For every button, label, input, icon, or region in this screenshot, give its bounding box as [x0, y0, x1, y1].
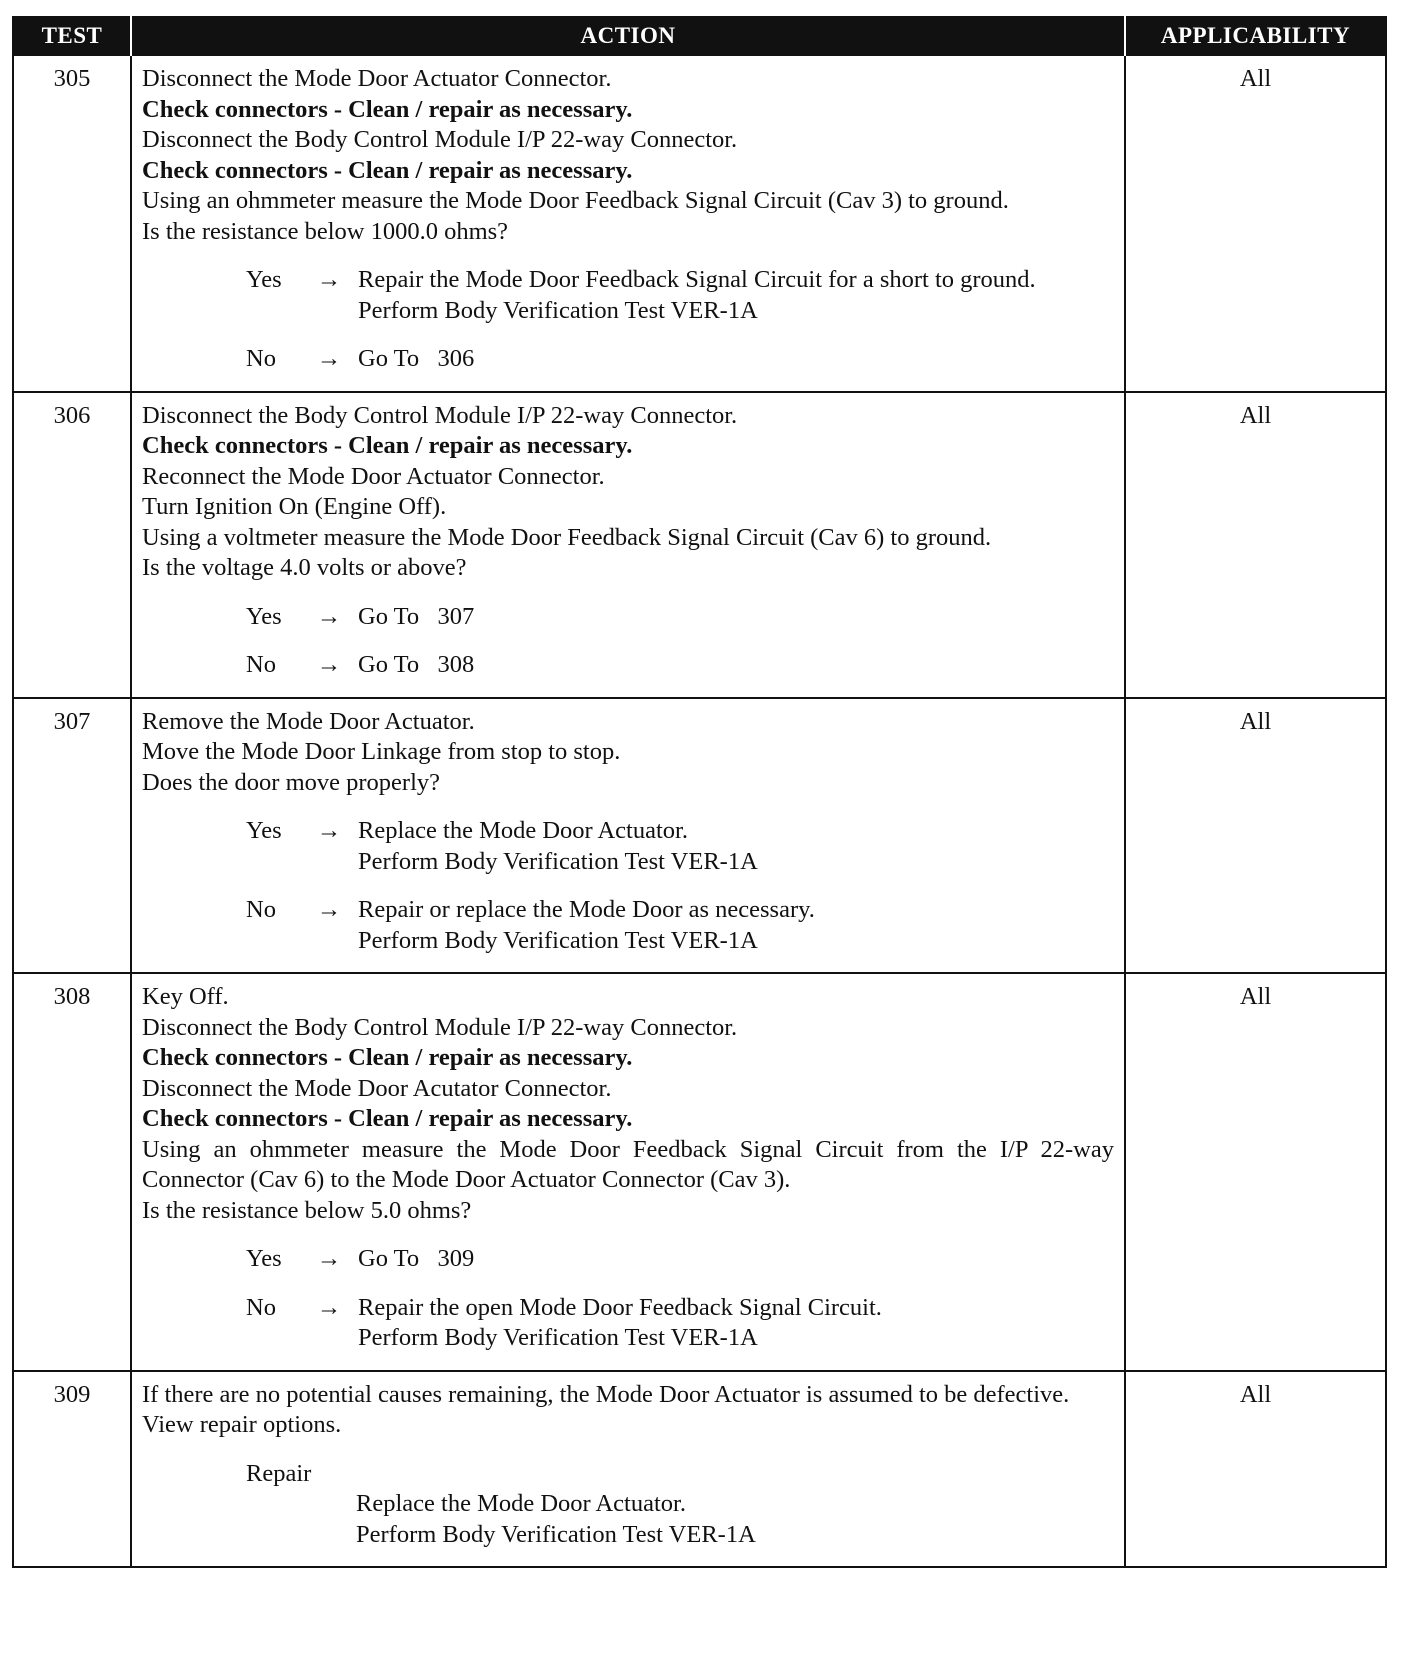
- instruction-line: Does the door move properly?: [142, 768, 440, 796]
- test-number: 308: [13, 973, 131, 1371]
- branch-result-line: Replace the Mode Door Actuator.: [358, 817, 688, 844]
- arrow-right-icon: →: [316, 266, 342, 293]
- instruction-line: Disconnect the Body Control Module I/P 22-way Connector.: [142, 1013, 738, 1041]
- branch-yes: [142, 816, 1114, 877]
- repair-step: Replace the Mode Door Actuator.: [356, 1490, 686, 1517]
- table-row: [13, 698, 1386, 974]
- branch-label: Yes: [246, 817, 282, 844]
- branch-result: [358, 895, 1114, 956]
- branch-result: [358, 816, 1114, 877]
- applicability-value: All: [1125, 392, 1386, 698]
- branch-result-line: Perform Body Verification Test VER-1A: [358, 1324, 758, 1351]
- instruction-line: View repair options.: [142, 1411, 342, 1438]
- branch-no: [142, 650, 1114, 681]
- branch-no: [142, 344, 1114, 375]
- branch-result-line: Go To 307: [358, 602, 475, 630]
- table-row: [13, 392, 1386, 698]
- branch-yes: [142, 265, 1114, 326]
- branch-yes: [142, 1244, 1114, 1275]
- instruction-emphasis: Check connectors - Clean / repair as necessary.: [142, 156, 633, 184]
- arrow-right-icon: →: [316, 345, 342, 372]
- repair-step: Perform Body Verification Test VER-1A: [356, 1520, 756, 1548]
- instruction-line: Is the resistance below 5.0 ohms?: [142, 1196, 472, 1224]
- branch-result: [358, 650, 1114, 681]
- instruction-line: Using a voltmeter measure the Mode Door Feedback Signal Circuit (Cav 6) to ground.: [142, 523, 992, 551]
- instruction-line: Turn Ignition On (Engine Off).: [142, 493, 447, 520]
- applicability-value: All: [1125, 1371, 1386, 1568]
- instruction-line: Disconnect the Body Control Module I/P 22-way Connector.: [142, 126, 738, 153]
- test-number: 309: [13, 1371, 131, 1568]
- repair-label: Repair: [246, 1459, 312, 1487]
- arrow-right-icon: →: [316, 817, 342, 844]
- arrow-right-icon: →: [316, 1245, 342, 1272]
- applicability-value: All: [1125, 973, 1386, 1371]
- branch-no: [142, 1293, 1114, 1354]
- instruction-line: Move the Mode Door Linkage from stop to stop.: [142, 738, 621, 765]
- branch-result: [358, 344, 1114, 375]
- instruction-line: Using an ohmmeter measure the Mode Door Feedback Signal Circuit from the I/P 22-way Connector (Cav 6) to the Mode Door Actuator Connector (Cav 3).: [142, 1135, 1114, 1193]
- header-action: ACTION: [131, 17, 1125, 55]
- action-cell: [131, 973, 1125, 1371]
- branch-result: [358, 1293, 1114, 1354]
- applicability-value: All: [1125, 698, 1386, 974]
- instruction-line: Is the resistance below 1000.0 ohms?: [142, 217, 509, 245]
- branch-label: No: [246, 896, 276, 923]
- header-applicability: APPLICABILITY: [1125, 17, 1386, 55]
- instruction-line: Reconnect the Mode Door Actuator Connector.: [142, 462, 605, 490]
- header-test: TEST: [13, 17, 131, 55]
- instruction-line: Key Off.: [142, 983, 229, 1010]
- instruction-line: Disconnect the Mode Door Acutator Connector.: [142, 1074, 612, 1102]
- branch-label: Yes: [246, 1245, 282, 1272]
- test-number: 305: [13, 55, 131, 392]
- instruction-emphasis: Check connectors - Clean / repair as necessary.: [142, 1105, 633, 1132]
- instruction-line: Disconnect the Mode Door Actuator Connector.: [142, 65, 612, 92]
- branch-label: Yes: [246, 266, 282, 293]
- instruction-line: Remove the Mode Door Actuator.: [142, 707, 475, 735]
- instruction-line: Disconnect the Body Control Module I/P 22-way Connector.: [142, 401, 738, 429]
- branch-result: [358, 602, 1114, 633]
- branch-yes: [142, 602, 1114, 633]
- branch-result-line: Repair the Mode Door Feedback Signal Circuit for a short to ground.: [358, 266, 1036, 293]
- instruction-line: Is the voltage 4.0 volts or above?: [142, 554, 467, 581]
- instruction-emphasis: Check connectors - Clean / repair as necessary.: [142, 95, 633, 123]
- arrow-right-icon: →: [316, 896, 342, 923]
- arrow-right-icon: →: [316, 602, 342, 630]
- branch-no: [142, 895, 1114, 956]
- table-row: [13, 973, 1386, 1371]
- branch-result-line: Perform Body Verification Test VER-1A: [358, 926, 758, 954]
- branch-label: Yes: [246, 602, 282, 630]
- branch-result-line: Perform Body Verification Test VER-1A: [358, 847, 758, 875]
- arrow-right-icon: →: [316, 651, 342, 678]
- arrow-right-icon: →: [316, 1293, 342, 1321]
- branch-result-line: Go To 309: [358, 1245, 475, 1272]
- instruction-emphasis: Check connectors - Clean / repair as necessary.: [142, 432, 633, 459]
- branch-result-line: Go To 308: [358, 651, 475, 678]
- action-cell: [131, 55, 1125, 392]
- instruction-line: Using an ohmmeter measure the Mode Door Feedback Signal Circuit (Cav 3) to ground.: [142, 187, 1009, 214]
- action-cell: [131, 1371, 1125, 1568]
- action-cell: [131, 392, 1125, 698]
- test-number: 306: [13, 392, 131, 698]
- instruction-line: If there are no potential causes remaining, the Mode Door Actuator is assumed to be defective.: [142, 1380, 1070, 1408]
- repair-options: [142, 1459, 1114, 1551]
- branch-label: No: [246, 345, 276, 372]
- table-row: [13, 1371, 1386, 1568]
- branch-label: No: [246, 651, 276, 678]
- branch-label: No: [246, 1293, 276, 1321]
- diagnostic-test-table: [12, 16, 1387, 1568]
- applicability-value: All: [1125, 55, 1386, 392]
- branch-result-line: Perform Body Verification Test VER-1A: [358, 296, 758, 324]
- branch-result-line: Repair the open Mode Door Feedback Signal Circuit.: [358, 1293, 882, 1321]
- branch-result: [358, 265, 1114, 326]
- table-body: [13, 55, 1386, 1567]
- branch-result: [358, 1244, 1114, 1275]
- table-header: [13, 17, 1386, 55]
- branch-result-line: Repair or replace the Mode Door as necessary.: [358, 896, 815, 923]
- instruction-emphasis: Check connectors - Clean / repair as necessary.: [142, 1044, 633, 1071]
- branch-result-line: Go To 306: [358, 345, 475, 372]
- test-number: 307: [13, 698, 131, 974]
- action-cell: [131, 698, 1125, 974]
- table-row: [13, 55, 1386, 392]
